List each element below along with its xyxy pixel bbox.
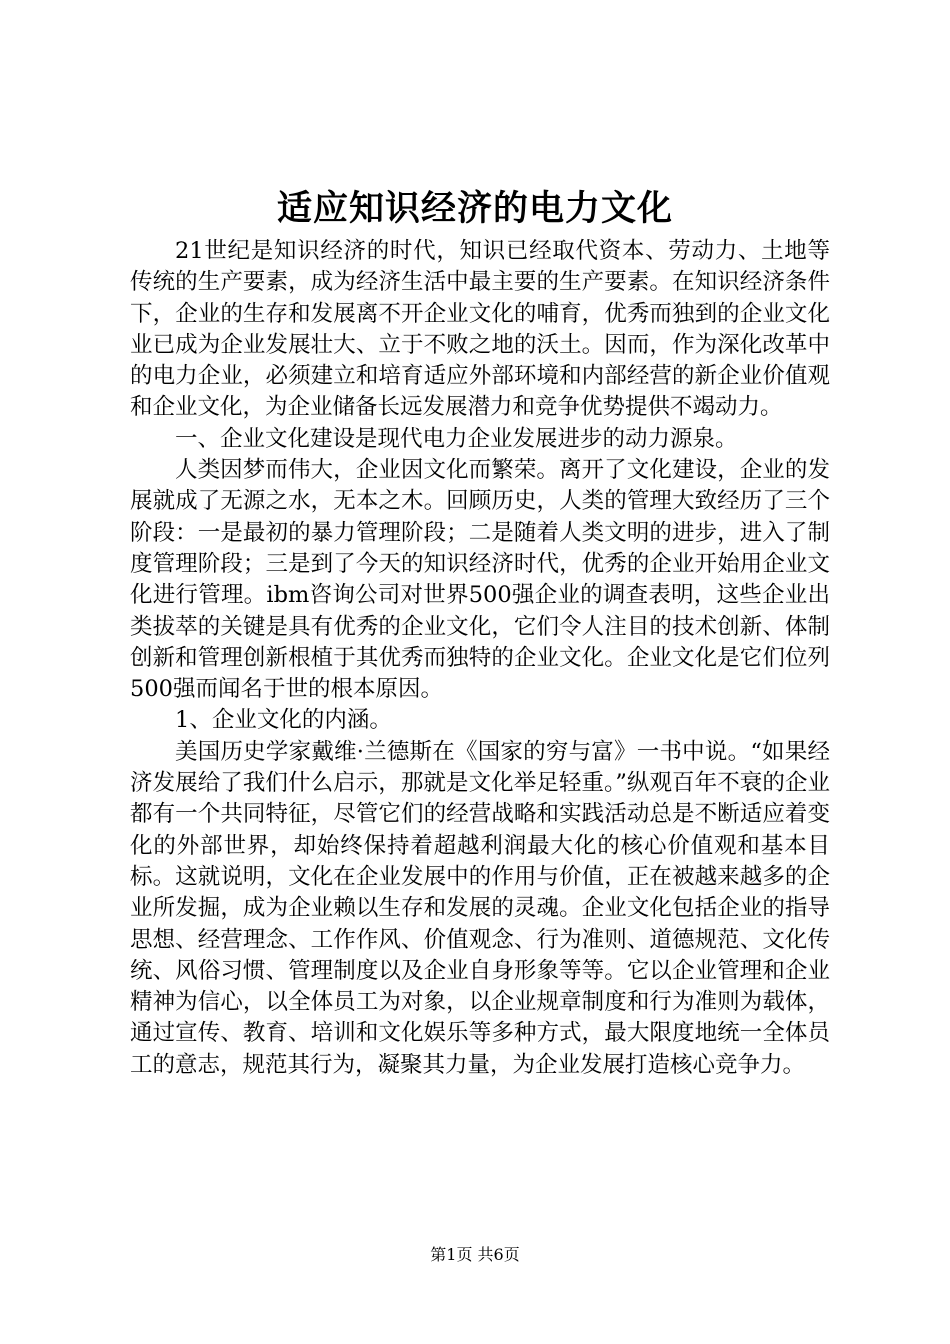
paragraph-history: 人类因梦而伟大，企业因文化而繁荣。离开了文化建设，企业的发展就成了无源之水，无本之木。回顾历史，人类的管理大致经历了三个阶段：一是最初的暴力管理阶段；二是随着人类文明的进步，进入了制度管理阶段；三是到了今天的知识经济时代，优秀的企业开始用企业文化进行管理。ibm咨询公司对世界500强企业的调查表明，这些企业出类拔萃的关键是具有优秀的企业文化，它们令人注目的技术创新、体制创新和管理创新根植于其优秀而独特的企业文化。企业文化是它们位列500强而闻名于世的根本原因。 — [130, 457, 830, 703]
page-number-footer: 第1页 共6页 — [430, 1245, 520, 1264]
document-title: 适应知识经济的电力文化 — [276, 188, 673, 229]
subsection-heading-1: 1、企业文化的内涵。 — [175, 707, 392, 734]
paragraph-intro: 21世纪是知识经济的时代，知识已经取代资本、劳动力、土地等传统的生产要素，成为经济生活中最主要的生产要素。在知识经济条件下，企业的生存和发展离不开企业文化的哺育，优秀而独到的企业文化业已成为企业发展壮大、立于不败之地的沃土。因而，作为深化改革中的电力企业，必须建立和培育适应外部环境和内部经营的新企业价值观和企业文化，为企业储备长远发展潜力和竞争优势提供不竭动力。 — [130, 238, 830, 421]
section-heading-1: 一、企业文化建设是现代电力企业发展进步的动力源泉。 — [175, 425, 738, 452]
document-body — [130, 236, 830, 1081]
paragraph-culture-definition: 美国历史学家戴维·兰德斯在《国家的穷与富》一书中说。“如果经济发展给了我们什么启示，那就是文化举足轻重。”纵观百年不衰的企业都有一个共同特征，尽管它们的经营战略和实践活动总是不断适应着变化的外部世界，却始终保持着超越利润最大化的核心价值观和基本目标。这就说明，文化在企业发展中的作用与价值，正在被越来越多的企业所发掘，成为企业赖以生存和发展的灵魂。企业文化包括企业的指导思想、经营理念、工作作风、价值观念、行为准则、道德规范、文化传统、风俗习惯、管理制度以及企业自身形象等等。它以企业管理和企业精神为信心，以全体员工为对象，以企业规章制度和行为准则为载体，通过宣传、教育、培训和文化娱乐等多种方式，最大限度地统一全体员工的意志，规范其行为，凝聚其力量，为企业发展打造核心竞争力。 — [130, 738, 830, 1078]
